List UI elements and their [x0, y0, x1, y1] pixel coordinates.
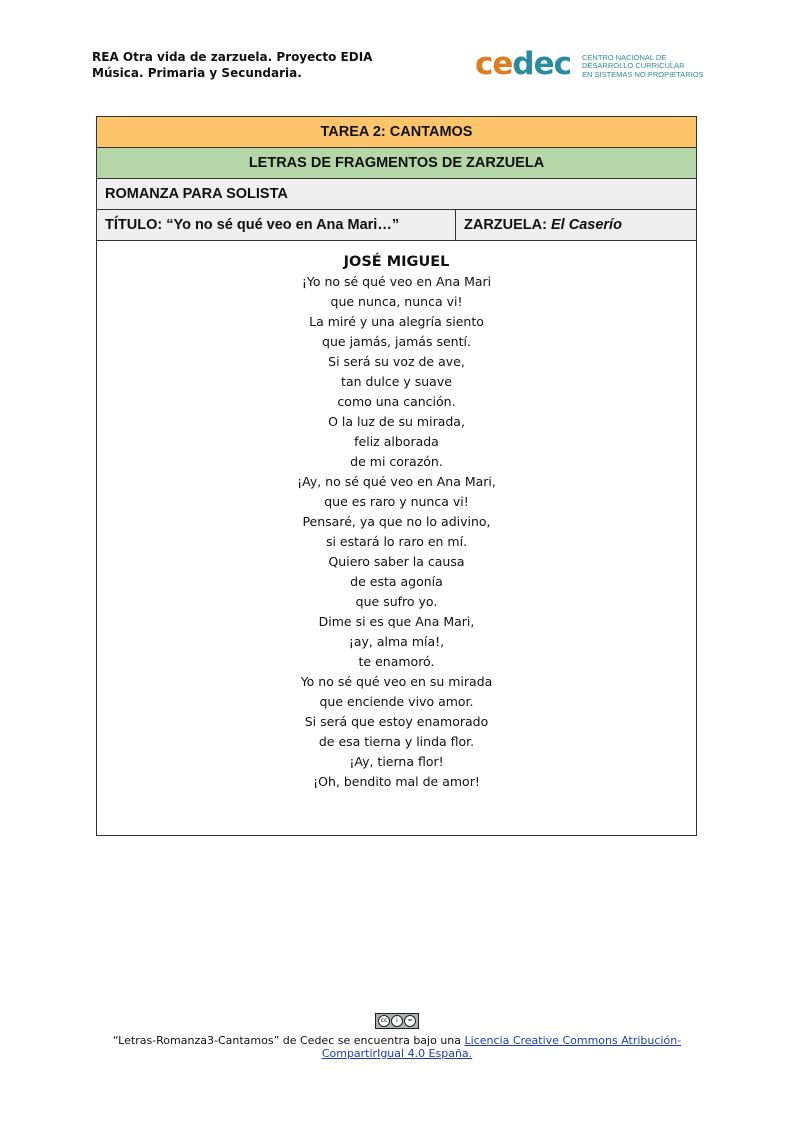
- header-line-2: Música. Primaria y Secundaria.: [92, 66, 302, 80]
- lyrics-cell: [97, 241, 697, 836]
- verse-line: de esa tierna y linda flor.: [318, 734, 475, 749]
- license-link-1[interactable]: Licencia Creative Commons Atribución-: [464, 1034, 682, 1047]
- singer-name: JOSÉ MIGUEL: [343, 254, 450, 270]
- verse-line: ¡Oh, bendito mal de amor!: [313, 774, 480, 789]
- document-header: [92, 49, 372, 81]
- verse-line: La miré y una alegría siento: [309, 314, 484, 329]
- license-text: [0, 1034, 794, 1060]
- verse-list: [105, 272, 688, 792]
- verse-line: ¡Ay, no sé qué veo en Ana Mari,: [297, 474, 496, 489]
- logo-subtitle: CENTRO NACIONAL DE DESARROLLO CURRICULAR EN SISTEMAS NO PROPIETARIOS: [582, 53, 704, 79]
- lyrics-table: [96, 116, 697, 836]
- title-label: TÍTULO:: [105, 217, 163, 233]
- verse-line: si estará lo raro en mí.: [325, 534, 468, 549]
- piece-type: ROMANZA PARA SOLISTA: [97, 179, 697, 210]
- lyrics-row: [97, 241, 697, 836]
- zarzuela-value: El Caserío: [551, 217, 622, 233]
- verse-line: que sufro yo.: [355, 594, 438, 609]
- verse-line: Yo no sé qué veo en su mirada: [300, 674, 493, 689]
- zarzuela-label: ZARZUELA:: [464, 217, 547, 233]
- type-row: [97, 179, 697, 210]
- verse-line: que nunca, nunca vi!: [330, 294, 463, 309]
- verse-line: Si será que estoy enamorado: [304, 714, 489, 729]
- verse-line: de esta agonía: [350, 574, 443, 589]
- logo-wordmark: cedec: [475, 46, 571, 82]
- section-row: [97, 148, 697, 179]
- verse-line: ¡ay, alma mía!,: [348, 634, 445, 649]
- zarzuela-cell: [456, 210, 697, 241]
- title-value: “Yo no sé qué veo en Ana Mari…”: [166, 217, 400, 233]
- verse-line: tan dulce y suave: [341, 374, 452, 389]
- task-title: TAREA 2: CANTAMOS: [97, 117, 697, 148]
- cc-by-sa-badge-icon: cc i =: [375, 1013, 419, 1029]
- cedec-logo: [475, 46, 715, 90]
- verse-line: O la luz de su mirada,: [328, 414, 465, 429]
- verse-line: que jamás, jamás sentí.: [322, 334, 471, 349]
- verse-line: feliz alborada: [354, 434, 439, 449]
- title-row: [97, 210, 697, 241]
- task-row: [97, 117, 697, 148]
- verse-line: Dime si es que Ana Mari,: [318, 614, 475, 629]
- title-cell: [97, 210, 456, 241]
- verse-line: te enamoró.: [358, 654, 435, 669]
- verse-line: de mi corazón.: [350, 454, 443, 469]
- verse-line: que enciende vivo amor.: [319, 694, 474, 709]
- verse-line: ¡Yo no sé qué veo en Ana Mari: [301, 274, 492, 289]
- verse-line: que es raro y nunca vi!: [324, 494, 469, 509]
- license-footer: [0, 1013, 794, 1060]
- license-link-2[interactable]: CompartirIgual 4.0 España.: [321, 1047, 473, 1060]
- header-line-1: REA Otra vida de zarzuela. Proyecto EDIA: [92, 50, 373, 64]
- verse-line: Quiero saber la causa: [328, 554, 465, 569]
- verse-line: Si será su voz de ave,: [328, 354, 465, 369]
- attribution-text: “Letras-Romanza3-Cantamos” de Cedec se encuentra bajo una: [112, 1034, 465, 1047]
- verse-line: Pensaré, ya que no lo adivino,: [302, 514, 491, 529]
- verse-line: como una canción.: [337, 394, 456, 409]
- section-title: LETRAS DE FRAGMENTOS DE ZARZUELA: [97, 148, 697, 179]
- verse-line: ¡Ay, tierna flor!: [349, 754, 444, 769]
